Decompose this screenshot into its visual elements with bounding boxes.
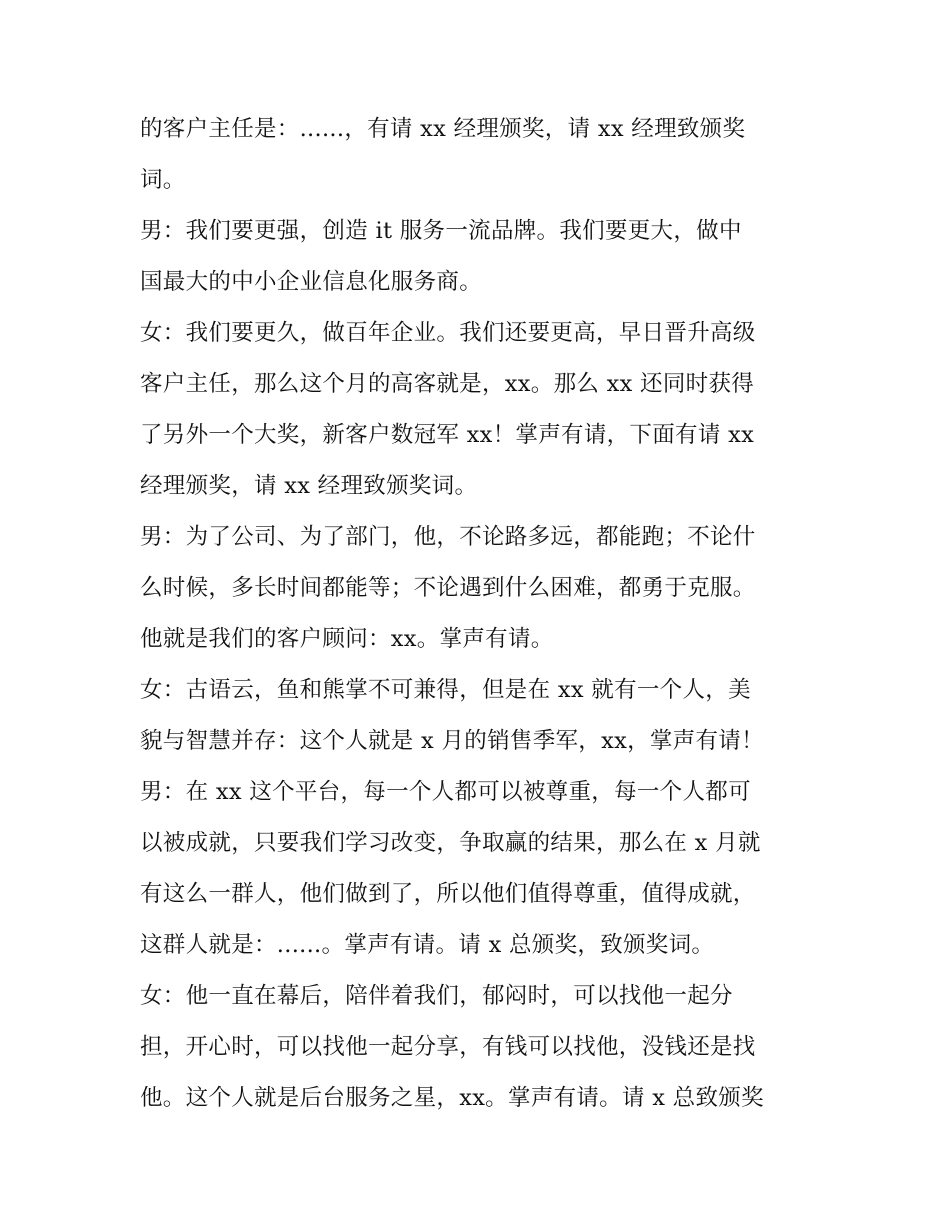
text-line: 担，开心时，可以找他一起分享，有钱可以找他，没钱还是找 bbox=[140, 1034, 756, 1060]
document-body bbox=[140, 104, 820, 1124]
text-line: 他就是我们的客户顾问：xx。掌声有请。 bbox=[140, 626, 554, 652]
text-line: 了另外一个大奖，新客户数冠军 xx！掌声有请，下面有请 xx bbox=[140, 422, 755, 448]
text-line: 以被成就，只要我们学习改变，争取赢的结果，那么在 x 月就 bbox=[140, 830, 761, 856]
text-line: 貌与智慧并存：这个人就是 x 月的销售季军，xx，掌声有请！ bbox=[140, 728, 764, 754]
text-line: 的客户主任是：......，有请 xx 经理颁奖，请 xx 经理致颁奖 bbox=[140, 116, 746, 142]
text-line: 女：他一直在幕后，陪伴着我们，郁闷时，可以找他一起分 bbox=[140, 983, 733, 1009]
text-line: 这群人就是：......。掌声有请。请 x 总颁奖，致颁奖词。 bbox=[140, 932, 715, 958]
text-line: 男：为了公司、为了部门，他，不论路多远，都能跑；不论什 bbox=[140, 524, 756, 550]
text-line: 男：我们要更强，创造 it 服务一流品牌。我们要更大，做中 bbox=[140, 218, 742, 244]
text-line: 女：我们要更久，做百年企业。我们还要更高，早日晋升高级 bbox=[140, 320, 756, 346]
text-line: 词。 bbox=[140, 167, 186, 193]
text-line: 男：在 xx 这个平台，每一个人都可以被尊重，每一个人都可 bbox=[140, 779, 751, 805]
text-line: 经理颁奖，请 xx 经理致颁奖词。 bbox=[140, 473, 478, 499]
text-line: 女：古语云，鱼和熊掌不可兼得，但是在 xx 就有一个人，美 bbox=[140, 677, 751, 703]
text-line: 有这么一群人，他们做到了，所以他们值得尊重，值得成就， bbox=[140, 881, 756, 907]
text-line: 他。这个人就是后台服务之星，xx。掌声有请。请 x 总致颁奖 bbox=[140, 1085, 764, 1111]
text-line: 客户主任，那么这个月的高客就是，xx。那么 xx 还同时获得 bbox=[140, 371, 755, 397]
text-line: 国最大的中小企业信息化服务商。 bbox=[140, 269, 483, 295]
text-line: 么时候，多长时间都能等；不论遇到什么困难，都勇于克服。 bbox=[140, 575, 756, 601]
